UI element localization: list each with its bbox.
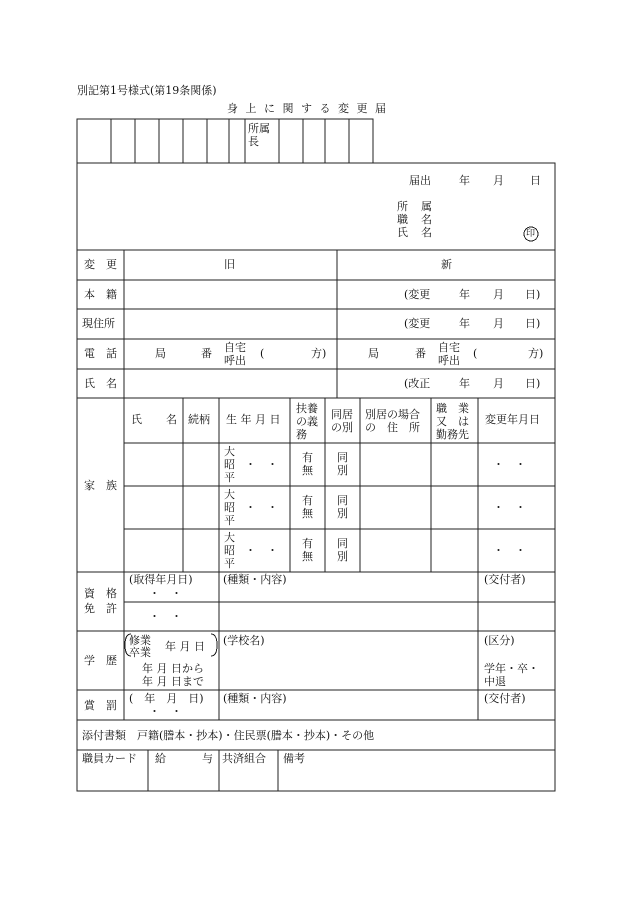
family-col-support-2: の義 bbox=[296, 415, 318, 428]
family-row1-era-3: 平 bbox=[224, 471, 235, 484]
family-row1-cohabit-2: 別 bbox=[337, 464, 348, 477]
family-col-work-1: 職 業 bbox=[436, 402, 469, 415]
change-label-2: 更 bbox=[106, 258, 117, 271]
award-content: (種類・内容) bbox=[223, 692, 287, 705]
approval-box bbox=[77, 119, 373, 163]
education-completed: 修業 bbox=[129, 634, 151, 647]
phone-new-paren-open: ( bbox=[473, 347, 478, 360]
phone-new-exchange-2: 番 bbox=[415, 347, 426, 360]
family-row2-cohabit-2: 別 bbox=[337, 507, 348, 520]
submission-month: 月 bbox=[493, 174, 504, 187]
family-col-address-2: の 住 所 bbox=[365, 421, 420, 434]
family-col-birth: 生 年 月 日 bbox=[226, 413, 281, 426]
family-row3-era-1: 大 bbox=[224, 531, 235, 544]
domicile-change-note: (変更 bbox=[404, 288, 431, 301]
license-label-4: 許 bbox=[106, 602, 117, 615]
education-bracket-right bbox=[211, 634, 217, 656]
name-month: 月 bbox=[493, 377, 504, 390]
attachments-text: 添付書類 戸籍(謄本・抄本)・住民票(謄本・抄本)・その他 bbox=[82, 729, 375, 742]
family-row1-support-2: 無 bbox=[302, 464, 313, 477]
award-label-1: 賞 bbox=[84, 699, 95, 712]
family-col-support-1: 扶養 bbox=[296, 402, 318, 415]
family-col-cohabit-1: 同居 bbox=[331, 408, 353, 421]
family-row1-support-1: 有 bbox=[302, 451, 313, 464]
name-year: 年 bbox=[459, 377, 470, 390]
award-ymd: ( 年 月 日) bbox=[129, 692, 204, 705]
approval-label-2: 長 bbox=[248, 135, 259, 148]
license-label-1: 資 bbox=[84, 587, 95, 600]
name-change-note: (改正 bbox=[404, 377, 431, 390]
phone-old-home-2: 呼出 bbox=[224, 354, 246, 367]
family-row3-cohabit-2: 別 bbox=[337, 550, 348, 563]
name-day: 日) bbox=[525, 377, 541, 390]
name-char-1: 氏 bbox=[397, 226, 408, 239]
education-graduated: 卒業 bbox=[129, 646, 151, 659]
phone-old-exchange-1: 局 bbox=[155, 347, 166, 360]
family-row3-cohabit-1: 同 bbox=[337, 537, 348, 550]
address-year: 年 bbox=[459, 317, 470, 330]
family-col-address-1: 別居の場合 bbox=[365, 408, 420, 421]
phone-label-1: 電 bbox=[84, 347, 95, 360]
family-col-work-2: 又 は bbox=[436, 415, 469, 428]
family-row1-change-dots: ・ ・ bbox=[493, 458, 526, 471]
footer-salary-1: 給 bbox=[155, 752, 166, 765]
family-col-cohabit-2: の別 bbox=[331, 421, 353, 434]
education-label-2: 歴 bbox=[106, 654, 117, 667]
form-title: 身 上 に 関 す る 変 更 届 bbox=[227, 102, 388, 115]
phone-new-home-1: 自宅 bbox=[438, 341, 460, 354]
family-row3-era-2: 昭 bbox=[224, 544, 235, 557]
family-col-work-3: 勤務先 bbox=[436, 428, 469, 441]
submission-year: 年 bbox=[459, 174, 470, 187]
award-dots: ・ ・ bbox=[149, 705, 182, 718]
address-label: 現住所 bbox=[82, 317, 115, 330]
family-row2-era-1: 大 bbox=[224, 488, 235, 501]
award-issuer: (交付者) bbox=[484, 692, 526, 705]
family-row2-date-dots: ・ ・ bbox=[245, 501, 278, 514]
seal-char: 印 bbox=[526, 229, 536, 239]
family-row2-cohabit-1: 同 bbox=[337, 494, 348, 507]
education-label-1: 学 bbox=[84, 654, 95, 667]
change-label-1: 変 bbox=[84, 258, 95, 271]
phone-label-2: 話 bbox=[106, 347, 117, 360]
footer-staff-card: 職員カード bbox=[82, 752, 137, 765]
family-col-name-1: 氏 bbox=[131, 413, 142, 426]
family-row3-change-dots: ・ ・ bbox=[493, 544, 526, 557]
family-row1-cohabit-1: 同 bbox=[337, 451, 348, 464]
education-ymd: 年 月 日 bbox=[165, 640, 205, 653]
post-char-2: 名 bbox=[421, 213, 432, 226]
address-change-note: (変更 bbox=[404, 317, 431, 330]
education-category: (区分) bbox=[484, 634, 515, 647]
family-label-1: 家 bbox=[84, 479, 95, 492]
footer-mutual-aid: 共済組合 bbox=[222, 752, 266, 765]
education-status-2: 中退 bbox=[484, 675, 506, 688]
family-row3-support-1: 有 bbox=[302, 537, 313, 550]
license-label-2: 格 bbox=[106, 587, 117, 600]
footer-salary-2: 与 bbox=[202, 752, 213, 765]
license-dots-1: ・ ・ bbox=[149, 587, 182, 600]
phone-old-paren-open: ( bbox=[260, 347, 265, 360]
approval-label-1: 所属 bbox=[248, 122, 270, 135]
phone-old-exchange-2: 番 bbox=[201, 347, 212, 360]
name-label-1: 氏 bbox=[84, 377, 95, 390]
license-acquired: (取得年月日) bbox=[129, 573, 193, 586]
submission-date-label: 届出 bbox=[409, 174, 431, 187]
family-row2-change-dots: ・ ・ bbox=[493, 501, 526, 514]
phone-new-paren-close: 方) bbox=[528, 347, 544, 360]
education-school: (学校名) bbox=[223, 634, 265, 647]
dept-char-1: 所 bbox=[397, 200, 408, 213]
domicile-year: 年 bbox=[459, 288, 470, 301]
submission-day: 日 bbox=[530, 174, 541, 187]
family-row2-era-3: 平 bbox=[224, 514, 235, 527]
license-dots-2: ・ ・ bbox=[149, 610, 182, 623]
name-char-2: 名 bbox=[421, 226, 432, 239]
domicile-day: 日) bbox=[525, 288, 541, 301]
family-row1-era-1: 大 bbox=[224, 445, 235, 458]
new-header: 新 bbox=[441, 258, 452, 271]
education-from: 年 月 日から bbox=[142, 662, 204, 675]
family-row1-era-2: 昭 bbox=[224, 458, 235, 471]
domicile-label-1: 本 bbox=[84, 288, 95, 301]
post-char-1: 職 bbox=[397, 213, 408, 226]
address-day: 日) bbox=[525, 317, 541, 330]
phone-new-exchange-1: 局 bbox=[368, 347, 379, 360]
education-status-1: 学年・卒・ bbox=[484, 662, 539, 675]
family-row2-support-2: 無 bbox=[302, 507, 313, 520]
phone-old-paren-close: 方) bbox=[311, 347, 327, 360]
phone-new-home-2: 呼出 bbox=[438, 354, 460, 367]
family-row3-era-3: 平 bbox=[224, 557, 235, 570]
family-col-name-2: 名 bbox=[166, 413, 177, 426]
family-row1-date-dots: ・ ・ bbox=[245, 458, 278, 471]
domicile-label-2: 籍 bbox=[106, 288, 117, 301]
address-month: 月 bbox=[493, 317, 504, 330]
family-col-relation: 続柄 bbox=[188, 413, 210, 426]
license-issuer: (交付者) bbox=[484, 573, 526, 586]
dept-char-2: 属 bbox=[421, 200, 432, 213]
family-col-support-3: 務 bbox=[296, 428, 307, 441]
license-label-3: 免 bbox=[84, 602, 95, 615]
phone-old-home-1: 自宅 bbox=[224, 341, 246, 354]
family-row3-date-dots: ・ ・ bbox=[245, 544, 278, 557]
family-row2-era-2: 昭 bbox=[224, 501, 235, 514]
old-header: 旧 bbox=[224, 258, 235, 271]
award-label-2: 罰 bbox=[106, 699, 117, 712]
name-label-2: 名 bbox=[106, 377, 117, 390]
family-label-2: 族 bbox=[106, 479, 117, 492]
form-note: 別記第1号様式(第19条関係) bbox=[77, 84, 217, 97]
education-to: 年 月 日まで bbox=[142, 675, 204, 688]
family-col-change: 変更年月日 bbox=[485, 413, 540, 426]
license-content: (種類・内容) bbox=[223, 573, 287, 586]
domicile-month: 月 bbox=[493, 288, 504, 301]
family-row2-support-1: 有 bbox=[302, 494, 313, 507]
footer-remarks: 備考 bbox=[283, 752, 305, 765]
family-row3-support-2: 無 bbox=[302, 550, 313, 563]
